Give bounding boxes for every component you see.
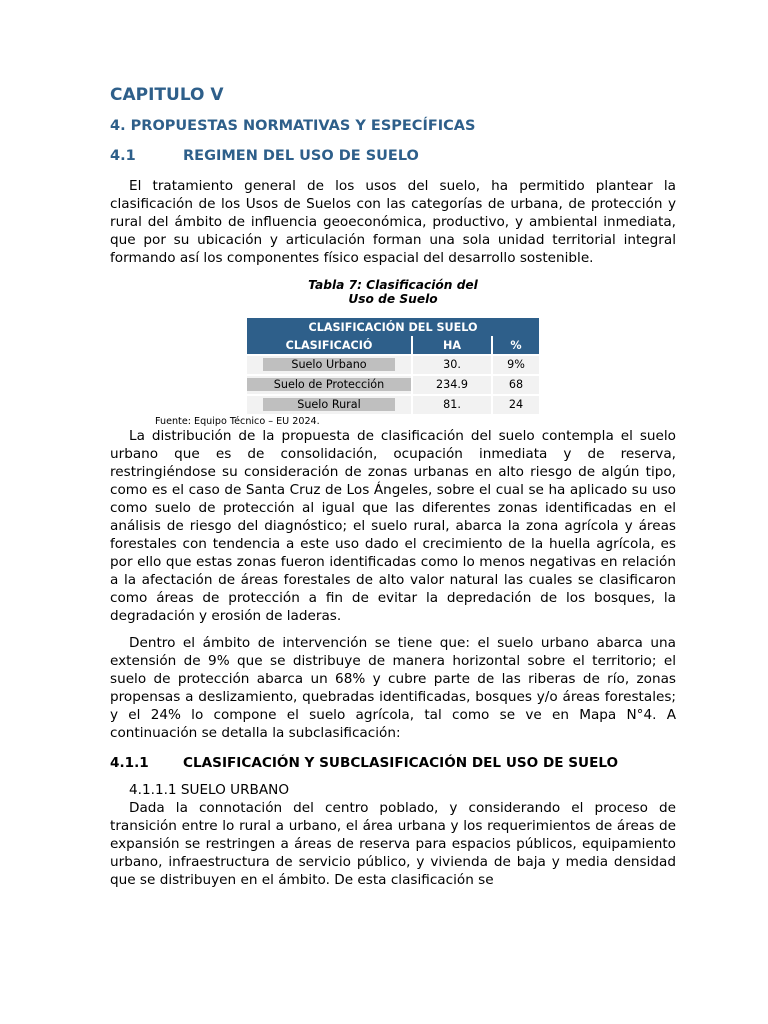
land-use-table — [247, 318, 539, 414]
row-ha: 234.9 — [435, 378, 469, 391]
table-row — [247, 355, 539, 375]
column-header-classification: CLASIFICACIÓ — [247, 336, 412, 355]
row-label: Suelo Urbano — [263, 358, 395, 371]
row-percent-cell — [492, 395, 539, 414]
row-label-cell — [247, 395, 412, 414]
table-header-row — [247, 336, 539, 355]
row-label-cell — [247, 355, 412, 375]
chapter-title: CAPITULO V — [110, 85, 224, 105]
section-heading: 4. PROPUESTAS NORMATIVAS Y ESPECÍFICAS — [110, 118, 476, 134]
paragraph-scope: Dentro el ámbito de intervención se tiene que: el suelo urbano abarca una extensión de 9% que se distribuye de manera horizontal sobre el territorio; el suelo de protección abarca un 68% y cubre parte de las riberas de río, zonas propensas a deslizamiento, quebradas identificadas, bosques y/o áreas forestales; y el 24% lo compone el suelo agrícola, tal como se ve en Mapa N°4. A continuación se detalla la subclasificación: — [110, 635, 676, 741]
row-label: Suelo de Protección — [247, 378, 411, 391]
subsubsection-number: 4.1.1 — [110, 755, 149, 771]
table-caption — [110, 278, 676, 306]
caption-line-1: Tabla 7: Clasificación del — [308, 278, 478, 292]
paragraph-intro: El tratamiento general de los usos del suelo, ha permitido plantear la clasificación de los Usos de Suelos con las categorías de urbana, de protección y rural del ámbito de influencia geoeconómica, productivo, y ambiental inmediata, que por su ubicación y articulación forman una sola unidad territorial integral formando así los componentes físico espacial del desarrollo sostenible. — [110, 178, 676, 266]
subsection-heading — [110, 146, 676, 166]
row-ha: 81. — [443, 398, 461, 411]
column-header-ha: HA — [412, 336, 492, 355]
row-ha: 30. — [443, 358, 461, 371]
table-source: Fuente: Equipo Técnico – EU 2024. — [155, 416, 320, 427]
row-percent: 9% — [507, 358, 525, 371]
caption-line-2: Uso de Suelo — [348, 292, 438, 306]
table-container — [110, 318, 676, 427]
column-header-percent: % — [492, 336, 539, 355]
row-percent-cell — [492, 355, 539, 375]
table-row — [247, 395, 539, 414]
row-ha-cell — [412, 375, 492, 395]
paragraph-urban-soil: Dada la connotación del centro poblado, y considerando el proceso de transición entre lo rural a urbano, el área urbana y los requerimientos de áreas de expansión se restringen a áreas de reserva para espacios públicos, equipamiento urbano, infraestructura de servicio público, y vivienda de baja y media densidad que se distribuyen en el ámbito. De esta clasificación se — [110, 800, 676, 888]
subsubsection-heading — [110, 753, 676, 773]
row-percent: 24 — [508, 398, 524, 411]
subsubsection-title: CLASIFICACIÓN Y SUBCLASIFICACIÓN DEL USO DE SUELO — [183, 755, 619, 771]
table-row — [247, 375, 539, 395]
subsection-title: REGIMEN DEL USO DE SUELO — [183, 148, 419, 164]
row-percent-cell — [492, 375, 539, 395]
row-ha-cell — [412, 355, 492, 375]
row-percent: 68 — [508, 378, 524, 391]
table-group-header-row — [247, 318, 539, 336]
urban-soil-heading: 4.1.1.1 SUELO URBANO — [129, 782, 290, 798]
table-group-header: CLASIFICACIÓN DEL SUELO — [247, 318, 539, 336]
page-content — [110, 84, 676, 889]
row-ha-cell — [412, 395, 492, 414]
row-label-cell — [247, 375, 412, 395]
subsection-number: 4.1 — [110, 148, 136, 164]
row-label: Suelo Rural — [263, 398, 395, 411]
paragraph-distribution: La distribución de la propuesta de clasificación del suelo contempla el suelo urbano que es de consolidación, ocupación inmediata y de reserva, restringiéndose su consideración de zonas urbanas en alto riesgo de algún tipo, como es el caso de Santa Cruz de Los Ángeles, sobre el cual se ha aplicado su uso como suelo de protección al igual que las diferentes zonas identificadas en el análisis de riesgo del diagnóstico; el suelo rural, abarca la zona agrícola y áreas forestales con tendencia a este uso dado el crecimiento de la huella agrícola, es por ello que estas zonas fueron identificadas como lo menos negativas en relación a la afectación de áreas forestales de alto valor natural las cuales se clasificaron como áreas de protección a fin de evitar la depredación de los bosques, la degradación y erosión de laderas. — [110, 428, 676, 624]
